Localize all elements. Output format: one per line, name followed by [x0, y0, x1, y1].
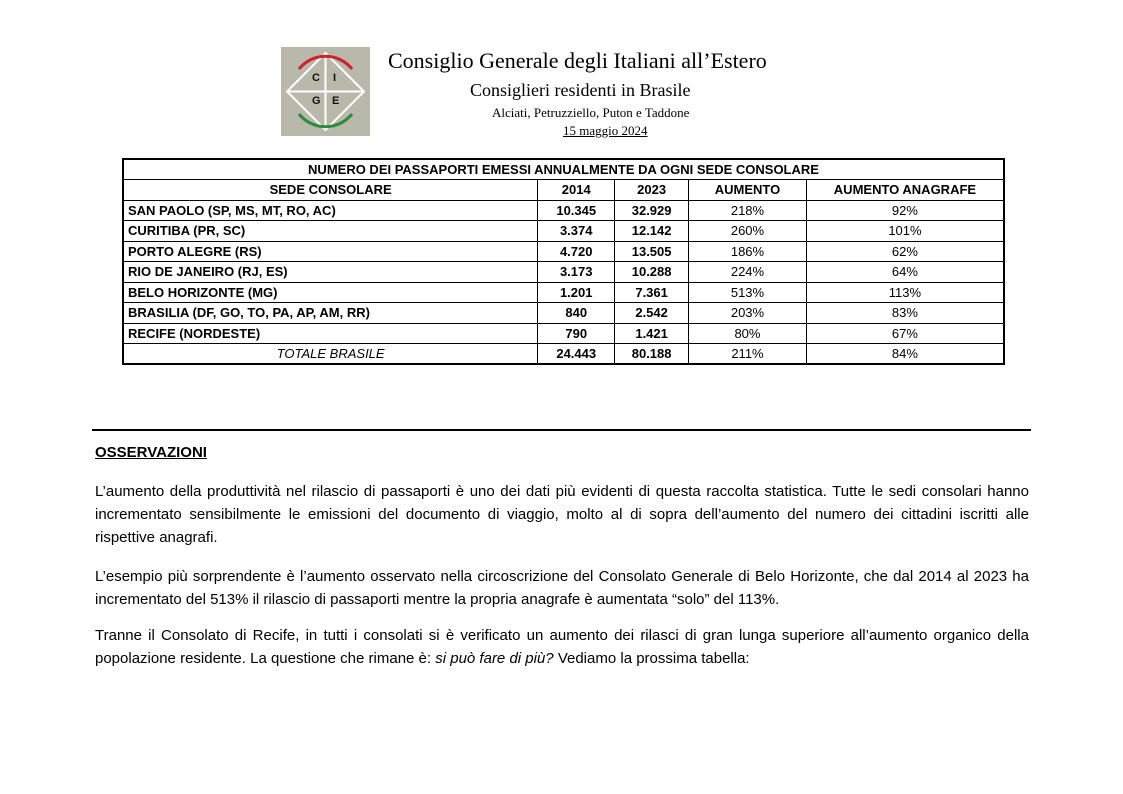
col-header-2023: 2023 [615, 180, 689, 201]
cell-aumento-anagrafe: 101% [806, 221, 1004, 242]
cell-2023: 7.361 [615, 282, 689, 303]
cell-aumento-anagrafe: 113% [806, 282, 1004, 303]
logo-letter-c: C [312, 72, 320, 84]
cell-sede: RIO DE JANEIRO (RJ, ES) [123, 262, 538, 283]
cgie-emblem-icon [281, 47, 370, 136]
table-header-row [123, 180, 1004, 201]
table-caption: NUMERO DEI PASSAPORTI EMESSI ANNUALMENTE DA OGNI SEDE CONSOLARE [123, 159, 1004, 180]
cell-2014: 840 [538, 303, 615, 324]
cell-aumento-anagrafe: 83% [806, 303, 1004, 324]
cell-sede: BRASILIA (DF, GO, TO, PA, AP, AM, RR) [123, 303, 538, 324]
section-divider [92, 429, 1031, 431]
observations-heading: OSSERVAZIONI [95, 444, 207, 461]
cell-2014: 790 [538, 323, 615, 344]
logo-letter-g: G [312, 95, 321, 107]
cell-2014: 4.720 [538, 241, 615, 262]
table-row [123, 282, 1004, 303]
cell-aumento: 203% [689, 303, 807, 324]
col-header-2014: 2014 [538, 180, 615, 201]
observation-paragraph-1: L’aumento della produttività nel rilascio di passaporti è uno dei dati più evidenti di questa raccolta statistica. Tutte le sedi consolari hanno incrementato sensibilmente le emissioni del documento di viaggio, molto al di sopra dell’aumento del numero dei cittadini iscritti alle rispettive anagrafi. [95, 483, 1029, 546]
cell-total-2023: 80.188 [615, 344, 689, 365]
col-header-aumento-anagrafe: AUMENTO ANAGRAFE [806, 180, 1004, 201]
paragraph-3-text-b: Vediamo la prossima tabella: [553, 650, 750, 667]
cell-sede: PORTO ALEGRE (RS) [123, 241, 538, 262]
table-row [123, 200, 1004, 221]
cell-total-label: TOTALE BRASILE [123, 344, 538, 365]
table-total-row [123, 344, 1004, 365]
logo-letter-e: E [332, 95, 340, 107]
cell-total-aumento-anagrafe: 84% [806, 344, 1004, 365]
cell-2023: 12.142 [615, 221, 689, 242]
document-date: 15 maggio 2024 [563, 123, 648, 138]
cell-2023: 10.288 [615, 262, 689, 283]
cell-sede: CURITIBA (PR, SC) [123, 221, 538, 242]
cell-2023: 2.542 [615, 303, 689, 324]
cgie-logo [281, 47, 370, 136]
logo-letter-i: I [333, 72, 337, 84]
cell-aumento: 260% [689, 221, 807, 242]
cell-total-aumento: 211% [689, 344, 807, 365]
table-row [123, 221, 1004, 242]
cell-sede: RECIFE (NORDESTE) [123, 323, 538, 344]
table-row [123, 303, 1004, 324]
authors-line: Alciati, Petruzziello, Puton e Taddone [492, 105, 690, 120]
document-title: Consiglio Generale degli Italiani all’Estero [388, 48, 767, 73]
cell-aumento: 186% [689, 241, 807, 262]
cell-aumento: 224% [689, 262, 807, 283]
cell-aumento-anagrafe: 62% [806, 241, 1004, 262]
observation-paragraph-2: L’esempio più sorprendente è l’aumento osservato nella circoscrizione del Consolato Generale di Belo Horizonte, che dal 2014 al 2023 ha incrementato del 513% il rilascio di passaporti mentre la propria anagrafe è aumentata “solo” del 113%. [95, 568, 1029, 608]
cell-aumento-anagrafe: 92% [806, 200, 1004, 221]
cell-sede: BELO HORIZONTE (MG) [123, 282, 538, 303]
cell-2023: 32.929 [615, 200, 689, 221]
cell-total-2014: 24.443 [538, 344, 615, 365]
paragraph-3-text-a: Tranne il Consolato di Recife, in tutti i consolati si è verificato un aumento dei rilasci di gran lunga superiore all’aumento organico della popolazione residente. La questione che rimane è: [95, 627, 1029, 667]
cell-aumento-anagrafe: 64% [806, 262, 1004, 283]
cell-aumento: 513% [689, 282, 807, 303]
cell-aumento-anagrafe: 67% [806, 323, 1004, 344]
document-subtitle: Consiglieri residenti in Brasile [470, 80, 691, 100]
cell-sede: SAN PAOLO (SP, MS, MT, RO, AC) [123, 200, 538, 221]
col-header-sede: SEDE CONSOLARE [123, 180, 538, 201]
cell-2014: 3.173 [538, 262, 615, 283]
table-caption-row [123, 159, 1004, 180]
table-row [123, 262, 1004, 283]
cell-2014: 3.374 [538, 221, 615, 242]
cell-2014: 10.345 [538, 200, 615, 221]
col-header-aumento: AUMENTO [689, 180, 807, 201]
cell-2023: 13.505 [615, 241, 689, 262]
paragraph-3-question: si può fare di più? [435, 650, 554, 667]
cell-2023: 1.421 [615, 323, 689, 344]
cell-aumento: 80% [689, 323, 807, 344]
cell-2014: 1.201 [538, 282, 615, 303]
table-row [123, 241, 1004, 262]
cell-aumento: 218% [689, 200, 807, 221]
passports-table [122, 158, 1005, 365]
observation-paragraph-3 [95, 624, 1029, 670]
table-row [123, 323, 1004, 344]
